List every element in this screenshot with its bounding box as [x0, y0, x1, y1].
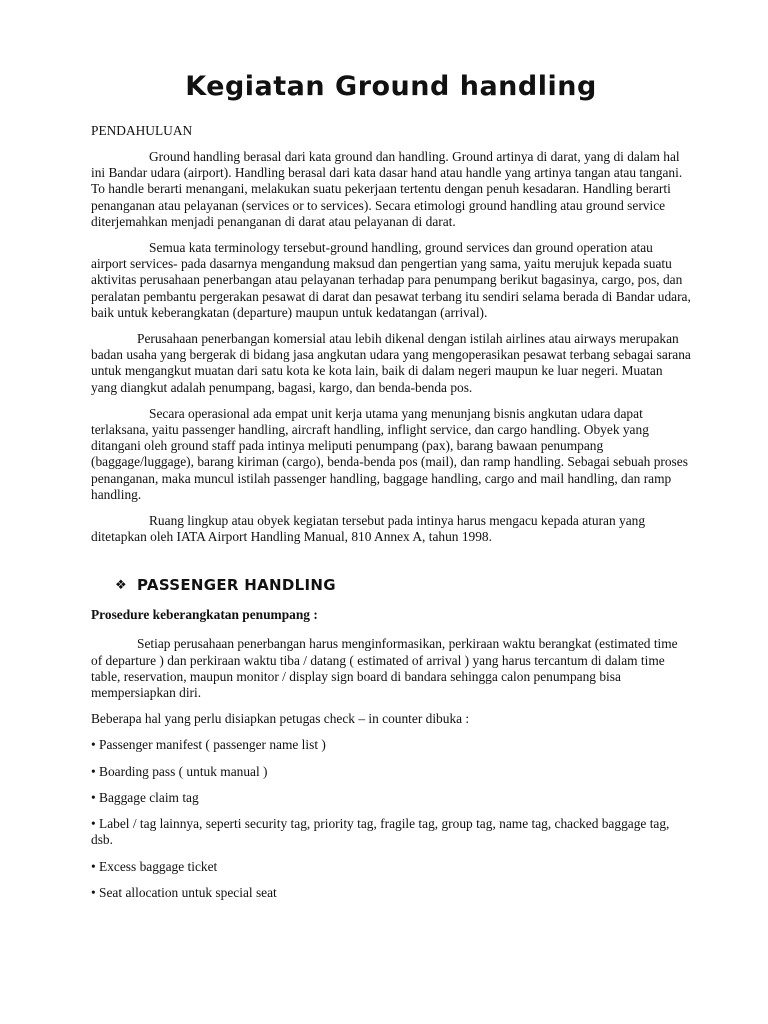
list-item: • Seat allocation untuk special seat — [91, 884, 277, 900]
paragraph-ground-handling-definition: Ground handling berasal dari kata ground dan handling. Ground artinya di darat, yang di dalam hal ini Bandar udara (airport). Handling berasal dari kata dasar hand atau handle yang artinya tangan atau tangani. To handle berarti menangani, melakukan suatu pekerjaan tertentu dengan penuh kesadaran. Handling berarti penanganan atau pelayanan (services or to services). Secara etimologi ground handling atau ground service diterjemahkan menjadi penanganan di darat atau pelayanan di darat. — [91, 149, 683, 229]
diamond-bullet-icon: ❖ — [115, 577, 127, 593]
document-page — [91, 68, 691, 911]
list-item: • Excess baggage ticket — [91, 858, 218, 874]
checkin-preparation-list — [91, 737, 691, 900]
list-item: • Baggage claim tag — [91, 789, 199, 805]
paragraph-terminology: Semua kata terminology tersebut-ground handling, ground services dan ground operation atau airport services- pada dasarnya mengandung maksud dan pengertian yang sama, yaitu merujuk kepada suatu aktivitas perusahaan penerbangan atau pelayanan terhadap para penumpang berikut bagasinya, cargo, pos, dan peralatan pembantu pergerakan pesawat di darat dan pesawat terbang itu sendiri selama berada di Bandar udara, baik untuk keberangkatan (departure) maupun untuk kedatangan (arrival). — [91, 240, 691, 320]
list-item: • Label / tag lainnya, seperti security tag, priority tag, fragile tag, group tag, name tag, chacked baggage tag, dsb. — [91, 816, 670, 848]
paragraph-departure-info: Setiap perusahaan penerbangan harus menginformasikan, perkiraan waktu berangkat (estimated time of departure ) dan perkiraan waktu tiba / datang ( estimated of arrival ) yang harus tercantum di dalam time table, reservation, maupun monitor / display sign board di bandara sehingga calon penumpang bisa mempersiapkan diri. — [91, 636, 678, 701]
list-item: • Passenger manifest ( passenger name list ) — [91, 737, 326, 753]
paragraph-scope: Ruang lingkup atau obyek kegiatan tersebut pada intinya harus mengacu kepada aturan yang ditetapkan oleh IATA Airport Handling Manual, 810 Annex A, tahun 1998. — [91, 513, 646, 545]
list-item: • Boarding pass ( untuk manual ) — [91, 763, 268, 779]
section-heading-text: PASSENGER HANDLING — [137, 576, 336, 595]
paragraph-operational-units: Secara operasional ada empat unit kerja utama yang menunjang bisnis angkutan udara dapat terlaksana, yaitu passenger handling, aircraft handling, inflight service, dan cargo handling. Obyek yang ditangani oleh ground staff pada intinya meliputi penumpang (pax), barang bawaan penumpang (baggage/luggage), barang kiriman (cargo), benda-benda pos (mail), dan ramp handling. Sebagai sebuah proses penanganan, maka muncul istilah passenger handling, baggage handling, cargo and mail handling, dan ramp handling. — [91, 405, 688, 502]
paragraph-airlines: Perusahaan penerbangan komersial atau lebih dikenal dengan istilah airlines atau airways merupakan badan usaha yang bergerak di bidang jasa angkutan udara yang mengoperasikan pesawat terbang sebagai sarana untuk mengangkut muatan dari satu kota ke kota lain, baik di dalam negeri maupun ke luar negeri. Muatan yang diangkut adalah penumpang, bagasi, kargo, dan benda-benda pos. — [91, 331, 691, 395]
intro-label: PENDAHULUAN — [91, 123, 193, 138]
checkin-list-intro: Beberapa hal yang perlu disiapkan petugas check – in counter dibuka : — [91, 711, 470, 727]
departure-procedure-subheading: Prosedure keberangkatan penumpang : — [91, 607, 318, 623]
document-title: Kegiatan Ground handling — [185, 71, 597, 102]
section-heading-passenger-handling — [115, 576, 691, 594]
